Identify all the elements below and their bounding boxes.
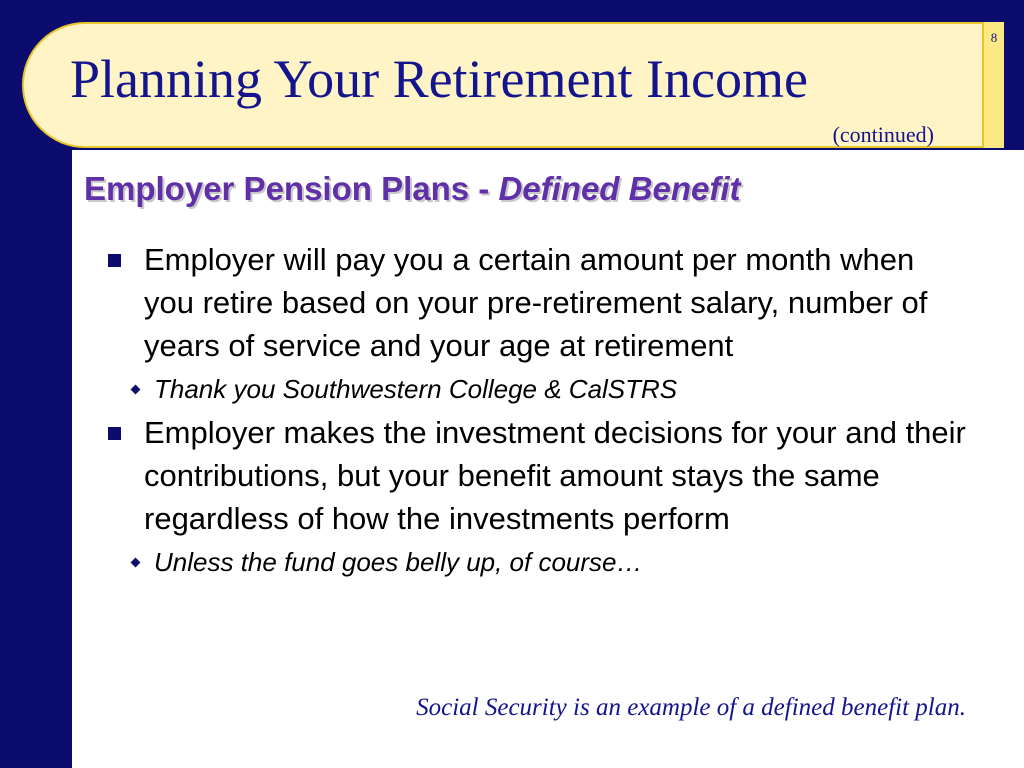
sub-bullet-item xyxy=(108,371,968,407)
subtitle-italic: Defined Benefit xyxy=(498,170,741,207)
bullet-text: Employer makes the investment decisions for your and their contributions, but your benefit amount stays the same regardless of how the investments perform xyxy=(144,415,966,536)
square-bullet-icon xyxy=(108,254,121,267)
continued-label: (continued) xyxy=(832,122,934,147)
slide-title: Planning Your Retirement Income xyxy=(70,49,808,109)
subtitle-main: Employer Pension Plans - xyxy=(84,170,499,207)
bullet-item xyxy=(108,238,968,367)
bullet-list xyxy=(108,238,968,584)
slide-subtitle xyxy=(84,170,740,208)
bullet-text: Employer will pay you a certain amount per month when you retire based on your pre-retirement salary, number of years of service and your age at retirement xyxy=(144,242,928,363)
sub-bullet-text: Thank you Southwestern College & CalSTRS xyxy=(154,374,678,404)
bullet-item xyxy=(108,411,968,540)
right-navy-band xyxy=(1008,0,1024,150)
sub-bullet-text: Unless the fund goes belly up, of course… xyxy=(154,547,643,577)
diamond-bullet-icon xyxy=(131,558,141,568)
diamond-bullet-icon xyxy=(131,385,141,395)
sub-bullet-item xyxy=(108,544,968,580)
square-bullet-icon xyxy=(108,427,121,440)
page-number: 8 xyxy=(990,30,998,45)
footnote: Social Security is an example of a defined benefit plan. xyxy=(416,694,966,721)
